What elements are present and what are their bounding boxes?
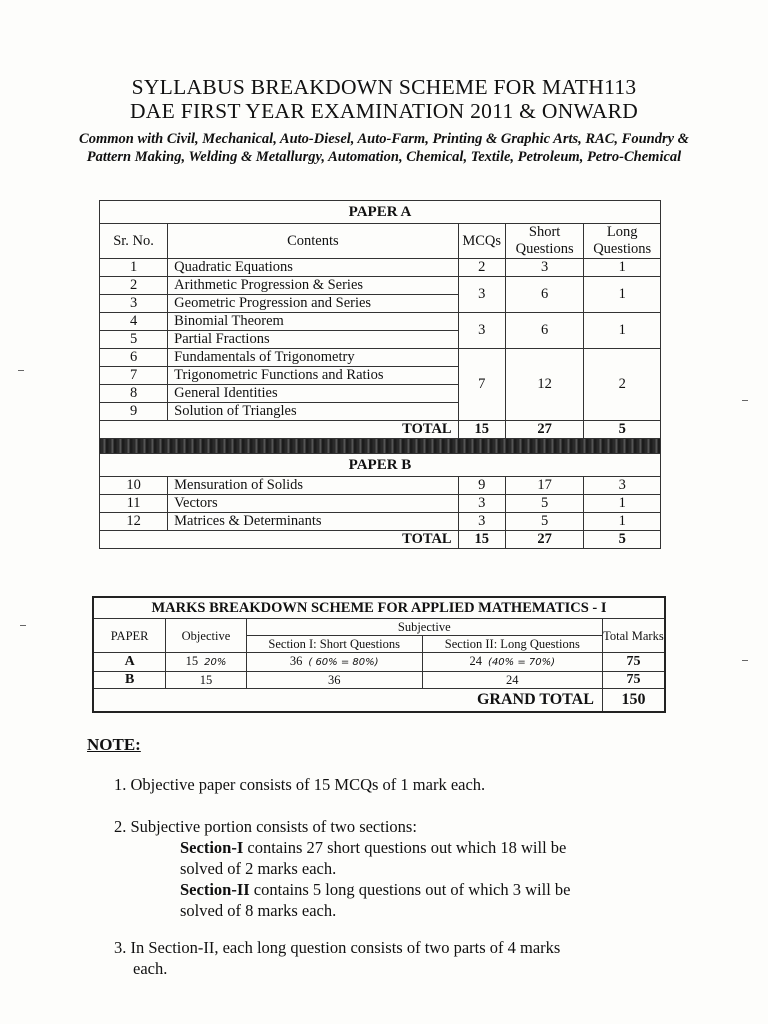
scan-speck (742, 660, 748, 661)
section-1-text: contains 27 short questions out which 18 will be (243, 838, 567, 857)
short-value: 5 (505, 513, 584, 531)
document-title-line1: SYLLABUS BREAKDOWN SCHEME FOR MATH113 (131, 75, 637, 99)
total-long: 5 (584, 531, 661, 549)
long-value: 1 (584, 259, 661, 277)
section-2-value: 24 (469, 654, 483, 668)
sr-no: 5 (100, 331, 168, 349)
long-value: 2 (584, 349, 661, 421)
sr-no: 9 (100, 403, 168, 421)
grand-total-value: 150 (602, 689, 665, 713)
section-1-text-cont: solved of 2 marks each. (180, 859, 337, 878)
total-short: 27 (505, 421, 584, 439)
marks-table-title: MARKS BREAKDOWN SCHEME FOR APPLIED MATHEMATICS - I (93, 597, 665, 619)
long-value: 1 (584, 513, 661, 531)
section-1-value: 36 (289, 654, 303, 668)
paper-label: B (93, 672, 166, 689)
col-contents: Contents (168, 224, 458, 259)
total-mcqs: 15 (458, 421, 505, 439)
marks-title-row (93, 597, 665, 619)
scan-speck (20, 625, 26, 626)
handwritten-note: 20% (204, 657, 227, 668)
sr-no: 4 (100, 313, 168, 331)
sr-no: 10 (100, 477, 168, 495)
col-sr-no: Sr. No. (100, 224, 168, 259)
grand-total-label: GRAND TOTAL (93, 689, 602, 713)
scan-speck (742, 400, 748, 401)
syllabus-breakdown-table (99, 200, 661, 549)
objective-value: 15 (185, 654, 199, 668)
long-value: 1 (584, 313, 661, 349)
section-2-note (114, 879, 570, 921)
table-row (100, 313, 661, 331)
col-mcqs: MCQs (458, 224, 505, 259)
sr-no: 8 (100, 385, 168, 403)
table-row (100, 277, 661, 295)
topic: Solution of Triangles (168, 403, 458, 421)
mcqs-value: 7 (458, 349, 505, 421)
topic: Binomial Theorem (168, 313, 458, 331)
total-label: TOTAL (100, 531, 459, 549)
note-item-3-text: 3. In Section-II, each long question consists of two parts of 4 marks (114, 938, 561, 957)
paper-label: A (93, 653, 166, 672)
handwritten-note: (40% = 70%) (488, 657, 556, 668)
table-row (100, 349, 661, 367)
objective-cell (166, 653, 246, 672)
section-2-cell (422, 653, 602, 672)
long-value: 1 (584, 277, 661, 313)
topic: Geometric Progression and Series (168, 295, 458, 313)
total-long: 5 (584, 421, 661, 439)
section-2-text: contains 5 long questions out of which 3 will be (249, 880, 571, 899)
marks-breakdown-table (92, 596, 666, 713)
topic: Trigonometric Functions and Ratios (168, 367, 458, 385)
topic: General Identities (168, 385, 458, 403)
separator-band-cell (100, 439, 661, 454)
grand-total-row (93, 689, 665, 713)
sr-no: 7 (100, 367, 168, 385)
table-row (100, 495, 661, 513)
topic: Vectors (168, 495, 458, 513)
col-objective: Objective (166, 619, 246, 653)
paper-a-header-row (100, 201, 661, 224)
marks-header-row (93, 619, 665, 636)
mcqs-value: 2 (458, 259, 505, 277)
col-total-marks: Total Marks (602, 619, 665, 653)
note-item-1: 1. Objective paper consists of 15 MCQs of 1 mark each. (114, 775, 486, 794)
table-row (93, 672, 665, 689)
topic: Arithmetic Progression & Series (168, 277, 458, 295)
short-value: 12 (505, 349, 584, 421)
objective-value: 15 (166, 672, 246, 689)
handwritten-note: ( 60% = 80%) (308, 657, 379, 668)
section-1-label: Section-I (180, 838, 244, 857)
short-value: 6 (505, 277, 584, 313)
topic: Partial Fractions (168, 331, 458, 349)
sr-no: 12 (100, 513, 168, 531)
note-item-2 (114, 816, 570, 921)
topic: Fundamentals of Trigonometry (168, 349, 458, 367)
table-row (100, 259, 661, 277)
separator-band (100, 439, 661, 454)
col-short-questions: Short Questions (505, 224, 584, 259)
note-item-2-text: 2. Subjective portion consists of two sections: (114, 817, 417, 836)
note-item-3 (114, 937, 674, 979)
total-mcqs: 15 (458, 531, 505, 549)
common-disciplines-subtitle: Common with Civil, Mechanical, Auto-Diesel, Auto-Farm, Printing & Graphic Arts, RAC, Foundry & Pattern Making, Welding & Metallurgy, Automation, Chemical, Textile, Petroleum, Petro-Chemical (79, 131, 689, 165)
mcqs-value: 3 (458, 495, 505, 513)
table-row (93, 653, 665, 672)
short-value: 6 (505, 313, 584, 349)
long-value: 1 (584, 495, 661, 513)
document-title-line2: DAE FIRST YEAR EXAMINATION 2011 & ONWARD (129, 99, 639, 123)
mcqs-value: 3 (458, 277, 505, 313)
col-paper: PAPER (93, 619, 166, 653)
scan-speck (18, 370, 24, 371)
long-value: 3 (584, 477, 661, 495)
paper-b-total-row (100, 531, 661, 549)
total-short: 27 (505, 531, 584, 549)
total-label: TOTAL (100, 421, 459, 439)
topic: Mensuration of Solids (168, 477, 458, 495)
note-item-3-cont: each. (133, 959, 168, 978)
col-subjective: Subjective (246, 619, 602, 636)
mcqs-value: 9 (458, 477, 505, 495)
section-1-value: 36 (246, 672, 422, 689)
section-1-note (114, 837, 570, 879)
sr-no: 2 (100, 277, 168, 295)
column-header-row (100, 224, 661, 259)
sr-no: 1 (100, 259, 168, 277)
paper-a-title: PAPER A (100, 201, 661, 224)
col-section-1: Section I: Short Questions (246, 636, 422, 653)
section-2-value: 24 (422, 672, 602, 689)
total-marks-value: 75 (602, 653, 665, 672)
short-value: 17 (505, 477, 584, 495)
topic: Quadratic Equations (168, 259, 458, 277)
mcqs-value: 3 (458, 313, 505, 349)
col-long-questions: Long Questions (584, 224, 661, 259)
sr-no: 3 (100, 295, 168, 313)
section-1-cell (246, 653, 422, 672)
short-value: 3 (505, 259, 584, 277)
note-heading: NOTE: (87, 735, 141, 754)
table-row (100, 477, 661, 495)
sr-no: 11 (100, 495, 168, 513)
section-2-label: Section-II (180, 880, 250, 899)
total-marks-value: 75 (602, 672, 665, 689)
short-value: 5 (505, 495, 584, 513)
table-row (100, 513, 661, 531)
col-section-2: Section II: Long Questions (422, 636, 602, 653)
sr-no: 6 (100, 349, 168, 367)
paper-b-title: PAPER B (100, 454, 661, 477)
section-2-text-cont: solved of 8 marks each. (180, 901, 337, 920)
paper-a-total-row (100, 421, 661, 439)
paper-b-header-row (100, 454, 661, 477)
mcqs-value: 3 (458, 513, 505, 531)
topic: Matrices & Determinants (168, 513, 458, 531)
